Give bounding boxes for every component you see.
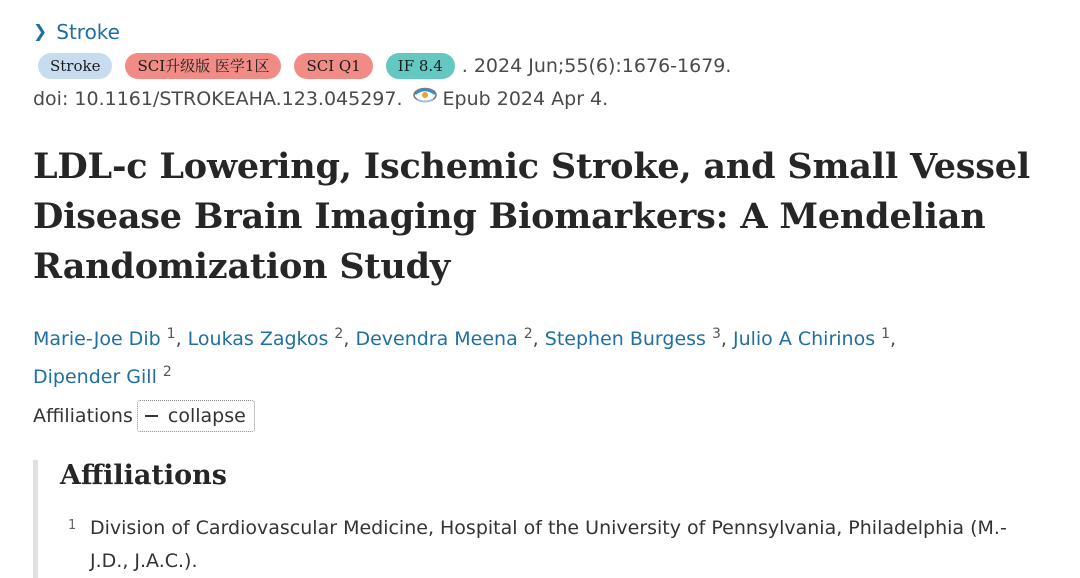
author-link[interactable]: Stephen Burgess $^3$	[544, 326, 721, 350]
minus-icon	[145, 415, 158, 417]
quartile-badge[interactable]: SCI Q1	[294, 53, 372, 79]
doi-text: doi: 10.1161/STROKEAHA.123.045297.	[33, 88, 403, 110]
citation-text: . 2024 Jun;55(6):1676-1679.	[461, 55, 732, 77]
author-link[interactable]: Julio A Chirinos $^1$	[732, 326, 891, 350]
epub-text: Epub 2024 Apr 4.	[442, 88, 609, 110]
affiliation-ref[interactable]: 2	[334, 326, 344, 342]
affiliation-ref[interactable]: 3	[711, 326, 721, 342]
epub-eye-icon	[412, 84, 438, 106]
collapse-button-label: collapse	[167, 405, 246, 427]
affiliations-toggle-row	[33, 400, 255, 432]
affiliation-ref[interactable]: 1	[881, 326, 891, 342]
authors-list: Marie-Joe Dib $^1$, Loukas Zagkos $^2$, Devendra Meena $^2$, Stephen Burgess $^3$, Julio A Chirinos $^1$, Dipender Gill $^2$	[33, 326, 897, 388]
affiliation-number: 1	[68, 518, 77, 533]
author-link[interactable]: Loukas Zagkos $^2$	[187, 326, 344, 350]
journal-badges	[38, 53, 731, 79]
article-title: LDL-c Lowering, Ischemic Stroke, and Small Vessel Disease Brain Imaging Biomarkers: A Mendelian Randomization Study	[33, 146, 1030, 287]
journal-link-label: Stroke	[56, 20, 120, 44]
impact-factor-badge[interactable]: IF 8.4	[386, 53, 455, 79]
collapse-affiliations-button[interactable]	[137, 400, 255, 432]
affiliation-ref[interactable]: 2	[523, 326, 533, 342]
affiliations-label: Affiliations	[33, 405, 133, 427]
author-link[interactable]: Dipender Gill $^2$	[33, 364, 172, 388]
author-link[interactable]: Marie-Joe Dib $^1$	[33, 326, 176, 350]
doi-row	[33, 88, 608, 110]
author-link[interactable]: Devendra Meena $^2$	[355, 326, 533, 350]
affiliation-item	[68, 512, 1028, 578]
journal-link[interactable]	[33, 20, 120, 44]
affiliation-text: Division of Cardiovascular Medicine, Hospital of the University of Pennsylvania, Philadelphia (M.-J.D., J.A.C.).	[90, 517, 1007, 572]
affiliation-ref[interactable]: 2	[162, 364, 172, 380]
affiliations-panel	[33, 460, 1048, 578]
affiliation-ref[interactable]: 1	[166, 326, 176, 342]
sci-tier-badge[interactable]: SCI升级版 医学1区	[125, 53, 281, 79]
chevron-right-icon: ❯	[33, 21, 48, 42]
journal-badge[interactable]: Stroke	[38, 53, 112, 79]
affiliations-heading: Affiliations	[60, 460, 227, 491]
